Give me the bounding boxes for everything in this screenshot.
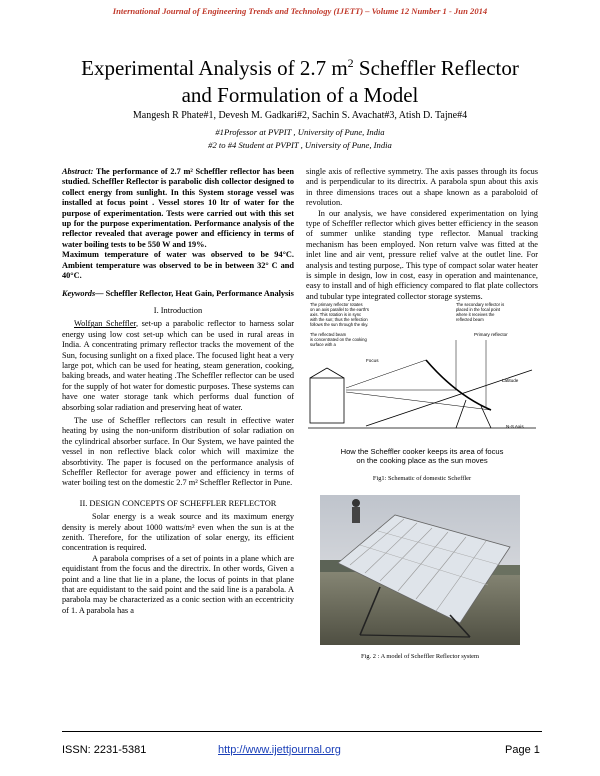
keywords: [62, 289, 294, 299]
figure-2: [320, 495, 520, 665]
footer-divider: [62, 731, 542, 732]
figure-1-bottom-text-1: How the Scheffler cooker keeps its area of focus: [340, 447, 504, 456]
title-superscript: 2: [347, 56, 354, 70]
figure-2-caption: Fig. 2 : A model of Scheffler Reflector system: [361, 653, 479, 660]
reflected-beam-note: The reflected beam is concentrated on the cooking surface with a: [310, 332, 367, 347]
secondary-reflector-note: The secondary reflector is placed in the focal point where it receives the reflected beam: [456, 302, 505, 322]
keywords-text: Scheffler Reflector, Heat Gain, Performance Analysis: [103, 289, 294, 299]
affiliation-1: #1Professor at PVPIT , University of Pune, India: [215, 127, 385, 137]
section-2-para-1: Solar energy is a weak source and its maximum energy density is merely about 1000 watts/m² even when the sun is at the zenith. Therefore, for the utilization of solar energy, its efficient concentration is required.: [62, 512, 294, 553]
footer-issn: ISSN: 2231-5381: [62, 744, 147, 756]
primary-reflector-label: Primary reflector: [474, 332, 508, 337]
author-list: Mangesh R Phate#1, Devesh M. Gadkari#2, Sachin S. Avachat#3, Atish D. Tajne#4: [132, 110, 468, 121]
primary-reflector-note: The primary reflector rotates on an axis parallel to the earth's axis. This rotation is in sync with the sun; thus the reflection follows the sun through the sky.: [310, 302, 369, 327]
keywords-label: Keywords—: [62, 289, 104, 299]
person-head: [352, 499, 360, 507]
left-column: [62, 167, 294, 616]
footer-journal-link[interactable]: http://www.ijettjournal.org: [218, 744, 341, 756]
journal-header: International Journal of Engineering Trends and Technology (IJETT) – Volume 12 Number 1 - Jun 2014: [112, 6, 488, 16]
section-1-para-2: The use of Scheffler reflectors can result in effective water heating by using the non-uniform distribution of solar radiation on the cylindrical absorber surface. In Our System, we have painted the vessel in non reflective black color which will maximize the absorbtivity. The paper is focused on the performance analysis of Scheffler Reflector for average power and efficiency in terms of water boiling test on the domestic 2.7 m² Scheffler Reflector in Pune.: [62, 415, 294, 488]
abstract: [62, 167, 294, 250]
section-2-para-2: A parabola comprises of a set of points in a plane which are equidistant from the focus and the directrix. In other words, Given a point and a line that lie in a plane, the locus of points in that plane that are equidistant to the said point and the said line is a parabola. A parabola may be characterized as a conic section with an eccentricity of 1. A parabola has a: [62, 553, 294, 615]
affiliation-2: #2 to #4 Student at PVPIT , University of Pune, India: [208, 140, 392, 150]
right-para-2: In our analysis, we have considered experimentation on lying type of Scheffler reflector which gives better efficiency in the season of summer unlike standing type reflector. Manual tracking mechanism has been employed. Non return valve was fitted at the inlet line and air vent, pressure relief valve at the outlet line. For analysis and testing purpose,. This type of compact solar water heater is simple in design, low in cost, easy in operation and maintenance, easy to install and of high efficiency compared to flat plate collectors and tubular type integrated collector storage systems.: [306, 208, 538, 301]
figure-1: [306, 300, 538, 480]
section-2-heading: II. DESIGN CONCEPTS OF SCHEFFLER REFLECTOR: [79, 498, 277, 508]
title-line1-a: Experimental Analysis of 2.7 m: [81, 56, 348, 80]
abstract-text: The performance of 2.7 m² Scheffler reflector has been studied. Scheffler Reflector is parabolic dish collector designed to collect energy from sunlight. In this System storage vessel was installed at focus point . Vessel stores 10 ltr of water for the purpose of experimentation. Tests were carried out with this set up for the purpose experimentation. Performance analysis of the reflector revealed that average power and efficiency in terms of water boiling tests to be 550 W and 19%.: [62, 167, 294, 249]
figure-1-caption: Fig1: Schematic of domestic Scheffler: [372, 475, 472, 482]
axis-line: [366, 370, 532, 426]
building-shape: [310, 378, 344, 423]
scheffler-link[interactable]: Wolfgan Scheffler: [74, 319, 136, 329]
section-1-para-1: [62, 319, 294, 413]
section-1-heading: I. Introduction: [153, 305, 203, 315]
paper-title: [30, 50, 570, 109]
right-para-1: single axis of reflective symmetry. The axis passes through its focus and is perpendicular to its directrix. A parabola spun about this axis in three dimensions traces out a shape known as a paraboloid of revolution.: [306, 167, 538, 208]
focus-label: Focus: [366, 358, 379, 363]
footer-page: Page 1: [505, 744, 540, 756]
abstract-label: Abstract:: [62, 167, 94, 176]
scheffler-schematic: [306, 300, 538, 470]
title-line1-b: Scheffler Reflector: [353, 56, 519, 80]
ns-axis-label: N-S Axis: [506, 424, 524, 429]
title-line2: and Formulation of a Model: [181, 83, 419, 107]
latitude-label: Latitude: [502, 378, 519, 383]
section-1-para-1-text: , set-up a parabolic reflector to harness solar energy using low cost set-up which can be used in rural areas in India. A concentrating primary reflector tracks the movement of the Sun, focusing sunlight on a fixed place. The focused light heat a very large pot, which can be used for heating, steam generation, cooking, baking breads, and water heating .The Scheffler reflector can be used for the supply of hot water for domestic purposes. These systems can have one water storage tank which performs dual function of absorbing solar radiation and preserving heat of water.: [62, 319, 295, 412]
scheffler-photo: [320, 495, 520, 645]
right-column: [306, 167, 538, 302]
figure-1-bottom-text-2: on the cooking place as the sun moves: [356, 456, 488, 465]
abstract-text-2: Maximum temperature of water was observed to be 94°C. Ambient temperature was observed to be in between 32° C and 40°C.: [62, 250, 294, 281]
